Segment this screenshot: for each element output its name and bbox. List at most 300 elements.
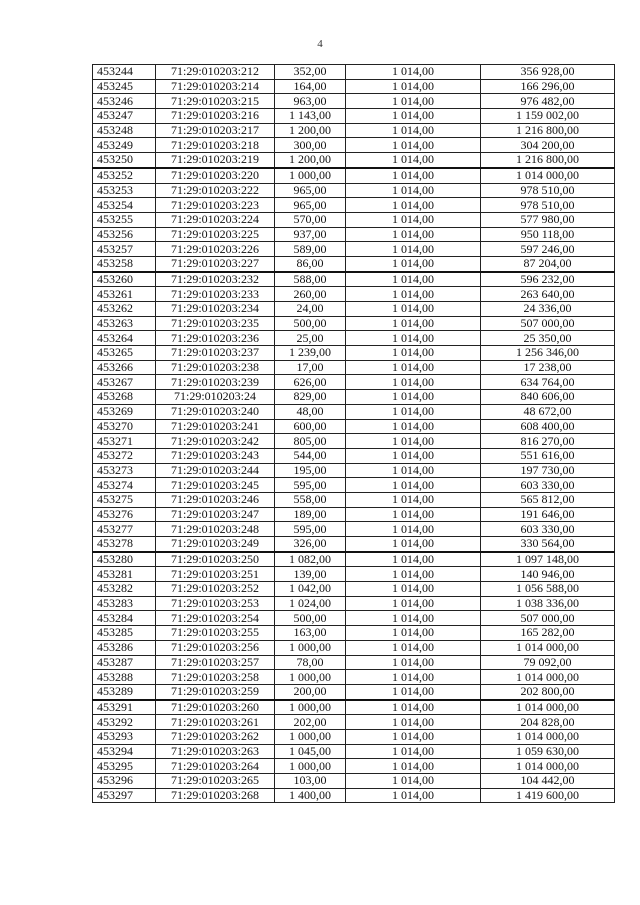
row-id-cell: 453277 (93, 522, 156, 537)
row-id-cell: 453285 (93, 626, 156, 641)
rate-cell: 1 014,00 (346, 198, 481, 213)
total-cell: 603 330,00 (481, 522, 615, 537)
cadastral-number-cell: 71:29:010203:240 (156, 404, 275, 419)
total-cell: 978 510,00 (481, 183, 615, 198)
table-row (93, 212, 615, 227)
row-id-cell: 453283 (93, 596, 156, 611)
table-row (93, 287, 615, 302)
cadastral-number-cell: 71:29:010203:220 (156, 168, 275, 183)
table-row (93, 94, 615, 109)
cadastral-number-cell: 71:29:010203:259 (156, 684, 275, 699)
rate-cell: 1 014,00 (346, 94, 481, 109)
area-cell: 829,00 (275, 390, 346, 405)
area-cell: 1 000,00 (275, 759, 346, 774)
rate-cell: 1 014,00 (346, 655, 481, 670)
table-row (93, 227, 615, 242)
area-cell: 352,00 (275, 65, 346, 80)
row-id-cell: 453274 (93, 478, 156, 493)
rate-cell: 1 014,00 (346, 596, 481, 611)
table-row (93, 729, 615, 744)
area-cell: 570,00 (275, 212, 346, 227)
rate-cell: 1 014,00 (346, 729, 481, 744)
total-cell: 507 000,00 (481, 316, 615, 331)
cadastral-number-cell: 71:29:010203:257 (156, 655, 275, 670)
area-cell: 965,00 (275, 198, 346, 213)
rate-cell: 1 014,00 (346, 759, 481, 774)
area-cell: 1 000,00 (275, 700, 346, 715)
table-row (93, 346, 615, 361)
rate-cell: 1 014,00 (346, 478, 481, 493)
area-cell: 1 143,00 (275, 109, 346, 124)
row-id-cell: 453257 (93, 242, 156, 257)
rate-cell: 1 014,00 (346, 360, 481, 375)
total-cell: 25 350,00 (481, 331, 615, 346)
cadastral-number-cell: 71:29:010203:236 (156, 331, 275, 346)
rate-cell: 1 014,00 (346, 287, 481, 302)
area-cell: 1 045,00 (275, 744, 346, 759)
area-cell: 963,00 (275, 94, 346, 109)
table-row (93, 153, 615, 168)
total-cell: 1 014 000,00 (481, 700, 615, 715)
row-id-cell: 453245 (93, 79, 156, 94)
row-id-cell: 453293 (93, 729, 156, 744)
table-row (93, 316, 615, 331)
cadastral-number-cell: 71:29:010203:264 (156, 759, 275, 774)
rate-cell: 1 014,00 (346, 316, 481, 331)
total-cell: 202 800,00 (481, 684, 615, 699)
rate-cell: 1 014,00 (346, 168, 481, 183)
row-id-cell: 453276 (93, 507, 156, 522)
row-id-cell: 453264 (93, 331, 156, 346)
total-cell: 24 336,00 (481, 302, 615, 317)
table-row (93, 109, 615, 124)
row-id-cell: 453269 (93, 404, 156, 419)
rate-cell: 1 014,00 (346, 684, 481, 699)
row-id-cell: 453294 (93, 744, 156, 759)
total-cell: 565 812,00 (481, 492, 615, 507)
cadastral-number-cell: 71:29:010203:248 (156, 522, 275, 537)
area-cell: 805,00 (275, 434, 346, 449)
cadastral-number-cell: 71:29:010203:223 (156, 198, 275, 213)
rate-cell: 1 014,00 (346, 138, 481, 153)
area-cell: 595,00 (275, 478, 346, 493)
rate-cell: 1 014,00 (346, 448, 481, 463)
row-id-cell: 453254 (93, 198, 156, 213)
row-id-cell: 453253 (93, 183, 156, 198)
row-id-cell: 453297 (93, 788, 156, 803)
total-cell: 79 092,00 (481, 655, 615, 670)
row-id-cell: 453270 (93, 419, 156, 434)
area-cell: 24,00 (275, 302, 346, 317)
row-id-cell: 453287 (93, 655, 156, 670)
cadastral-number-cell: 71:29:010203:251 (156, 567, 275, 582)
rate-cell: 1 014,00 (346, 507, 481, 522)
total-cell: 816 270,00 (481, 434, 615, 449)
row-id-cell: 453248 (93, 123, 156, 138)
table-row (93, 522, 615, 537)
row-id-cell: 453284 (93, 611, 156, 626)
table-row (93, 774, 615, 789)
area-cell: 626,00 (275, 375, 346, 390)
rate-cell: 1 014,00 (346, 640, 481, 655)
total-cell: 330 564,00 (481, 537, 615, 552)
total-cell: 17 238,00 (481, 360, 615, 375)
cadastral-number-cell: 71:29:010203:268 (156, 788, 275, 803)
table-row (93, 404, 615, 419)
total-cell: 1 097 148,00 (481, 552, 615, 567)
row-id-cell: 453265 (93, 346, 156, 361)
area-cell: 600,00 (275, 419, 346, 434)
row-id-cell: 453250 (93, 153, 156, 168)
rate-cell: 1 014,00 (346, 463, 481, 478)
area-cell: 937,00 (275, 227, 346, 242)
cadastral-number-cell: 71:29:010203:262 (156, 729, 275, 744)
total-cell: 577 980,00 (481, 212, 615, 227)
cadastral-number-cell: 71:29:010203:244 (156, 463, 275, 478)
table-row (93, 759, 615, 774)
total-cell: 1 014 000,00 (481, 640, 615, 655)
total-cell: 1 059 630,00 (481, 744, 615, 759)
cadastral-number-cell: 71:29:010203:250 (156, 552, 275, 567)
rate-cell: 1 014,00 (346, 537, 481, 552)
rate-cell: 1 014,00 (346, 744, 481, 759)
rate-cell: 1 014,00 (346, 715, 481, 730)
cadastral-number-cell: 71:29:010203:212 (156, 65, 275, 80)
cadastral-number-cell: 71:29:010203:234 (156, 302, 275, 317)
table-row (93, 183, 615, 198)
cadastral-number-cell: 71:29:010203:263 (156, 744, 275, 759)
row-id-cell: 453246 (93, 94, 156, 109)
table-body (93, 65, 615, 803)
cadastral-number-cell: 71:29:010203:24 (156, 390, 275, 405)
table-row (93, 626, 615, 641)
total-cell: 191 646,00 (481, 507, 615, 522)
total-cell: 950 118,00 (481, 227, 615, 242)
area-cell: 195,00 (275, 463, 346, 478)
rate-cell: 1 014,00 (346, 567, 481, 582)
area-cell: 1 082,00 (275, 552, 346, 567)
table-row (93, 640, 615, 655)
cadastral-table (92, 64, 615, 803)
area-cell: 17,00 (275, 360, 346, 375)
table-row (93, 715, 615, 730)
table-row (93, 463, 615, 478)
rate-cell: 1 014,00 (346, 700, 481, 715)
cadastral-number-cell: 71:29:010203:224 (156, 212, 275, 227)
cadastral-number-cell: 71:29:010203:237 (156, 346, 275, 361)
cadastral-number-cell: 71:29:010203:258 (156, 670, 275, 685)
rate-cell: 1 014,00 (346, 774, 481, 789)
row-id-cell: 453278 (93, 537, 156, 552)
table-row (93, 582, 615, 597)
rate-cell: 1 014,00 (346, 419, 481, 434)
cadastral-number-cell: 71:29:010203:249 (156, 537, 275, 552)
total-cell: 608 400,00 (481, 419, 615, 434)
area-cell: 500,00 (275, 611, 346, 626)
cadastral-number-cell: 71:29:010203:246 (156, 492, 275, 507)
row-id-cell: 453258 (93, 256, 156, 271)
table-row (93, 788, 615, 803)
total-cell: 104 442,00 (481, 774, 615, 789)
total-cell: 1 216 800,00 (481, 123, 615, 138)
table-row (93, 198, 615, 213)
cadastral-number-cell: 71:29:010203:255 (156, 626, 275, 641)
row-id-cell: 453249 (93, 138, 156, 153)
row-id-cell: 453262 (93, 302, 156, 317)
row-id-cell: 453244 (93, 65, 156, 80)
rate-cell: 1 014,00 (346, 65, 481, 80)
total-cell: 507 000,00 (481, 611, 615, 626)
cadastral-number-cell: 71:29:010203:256 (156, 640, 275, 655)
rate-cell: 1 014,00 (346, 611, 481, 626)
area-cell: 1 024,00 (275, 596, 346, 611)
area-cell: 300,00 (275, 138, 346, 153)
cadastral-number-cell: 71:29:010203:252 (156, 582, 275, 597)
total-cell: 1 014 000,00 (481, 759, 615, 774)
cadastral-number-cell: 71:29:010203:265 (156, 774, 275, 789)
rate-cell: 1 014,00 (346, 346, 481, 361)
table-row (93, 655, 615, 670)
area-cell: 1 042,00 (275, 582, 346, 597)
cadastral-number-cell: 71:29:010203:254 (156, 611, 275, 626)
area-cell: 558,00 (275, 492, 346, 507)
table-row (93, 670, 615, 685)
area-cell: 544,00 (275, 448, 346, 463)
table-row (93, 375, 615, 390)
total-cell: 204 828,00 (481, 715, 615, 730)
table-row (93, 138, 615, 153)
area-cell: 1 400,00 (275, 788, 346, 803)
rate-cell: 1 014,00 (346, 302, 481, 317)
rate-cell: 1 014,00 (346, 390, 481, 405)
row-id-cell: 453268 (93, 390, 156, 405)
cadastral-number-cell: 71:29:010203:215 (156, 94, 275, 109)
row-id-cell: 453267 (93, 375, 156, 390)
cadastral-number-cell: 71:29:010203:260 (156, 700, 275, 715)
row-id-cell: 453271 (93, 434, 156, 449)
area-cell: 1 200,00 (275, 153, 346, 168)
rate-cell: 1 014,00 (346, 375, 481, 390)
table-row (93, 302, 615, 317)
row-id-cell: 453296 (93, 774, 156, 789)
row-id-cell: 453260 (93, 272, 156, 287)
row-id-cell: 453291 (93, 700, 156, 715)
total-cell: 976 482,00 (481, 94, 615, 109)
total-cell: 603 330,00 (481, 478, 615, 493)
table-row (93, 419, 615, 434)
rate-cell: 1 014,00 (346, 212, 481, 227)
area-cell: 1 200,00 (275, 123, 346, 138)
cadastral-number-cell: 71:29:010203:222 (156, 183, 275, 198)
table-row (93, 79, 615, 94)
total-cell: 197 730,00 (481, 463, 615, 478)
area-cell: 595,00 (275, 522, 346, 537)
rate-cell: 1 014,00 (346, 670, 481, 685)
total-cell: 263 640,00 (481, 287, 615, 302)
total-cell: 634 764,00 (481, 375, 615, 390)
cadastral-number-cell: 71:29:010203:243 (156, 448, 275, 463)
rate-cell: 1 014,00 (346, 626, 481, 641)
area-cell: 588,00 (275, 272, 346, 287)
rate-cell: 1 014,00 (346, 404, 481, 419)
row-id-cell: 453295 (93, 759, 156, 774)
row-id-cell: 453261 (93, 287, 156, 302)
table-row (93, 331, 615, 346)
rate-cell: 1 014,00 (346, 434, 481, 449)
row-id-cell: 453266 (93, 360, 156, 375)
row-id-cell: 453292 (93, 715, 156, 730)
cadastral-number-cell: 71:29:010203:226 (156, 242, 275, 257)
total-cell: 1 014 000,00 (481, 670, 615, 685)
row-id-cell: 453247 (93, 109, 156, 124)
cadastral-number-cell: 71:29:010203:214 (156, 79, 275, 94)
area-cell: 500,00 (275, 316, 346, 331)
page-number: 4 (317, 38, 323, 50)
area-cell: 103,00 (275, 774, 346, 789)
table-row (93, 744, 615, 759)
cadastral-number-cell: 71:29:010203:232 (156, 272, 275, 287)
total-cell: 597 246,00 (481, 242, 615, 257)
area-cell: 589,00 (275, 242, 346, 257)
total-cell: 1 014 000,00 (481, 729, 615, 744)
cadastral-number-cell: 71:29:010203:261 (156, 715, 275, 730)
row-id-cell: 453252 (93, 168, 156, 183)
rate-cell: 1 014,00 (346, 109, 481, 124)
area-cell: 326,00 (275, 537, 346, 552)
total-cell: 1 038 336,00 (481, 596, 615, 611)
area-cell: 163,00 (275, 626, 346, 641)
area-cell: 202,00 (275, 715, 346, 730)
row-id-cell: 453255 (93, 212, 156, 227)
row-id-cell: 453256 (93, 227, 156, 242)
area-cell: 200,00 (275, 684, 346, 699)
row-id-cell: 453263 (93, 316, 156, 331)
table-row (93, 390, 615, 405)
total-cell: 840 606,00 (481, 390, 615, 405)
row-id-cell: 453273 (93, 463, 156, 478)
total-cell: 1 419 600,00 (481, 788, 615, 803)
cadastral-number-cell: 71:29:010203:239 (156, 375, 275, 390)
table-row (93, 596, 615, 611)
rate-cell: 1 014,00 (346, 123, 481, 138)
total-cell: 1 056 588,00 (481, 582, 615, 597)
table-row (93, 684, 615, 699)
row-id-cell: 453289 (93, 684, 156, 699)
table-row (93, 448, 615, 463)
area-cell: 1 000,00 (275, 640, 346, 655)
area-cell: 86,00 (275, 256, 346, 271)
row-id-cell: 453275 (93, 492, 156, 507)
rate-cell: 1 014,00 (346, 153, 481, 168)
table-row (93, 256, 615, 271)
rate-cell: 1 014,00 (346, 552, 481, 567)
total-cell: 1 216 800,00 (481, 153, 615, 168)
cadastral-number-cell: 71:29:010203:227 (156, 256, 275, 271)
rate-cell: 1 014,00 (346, 227, 481, 242)
cadastral-number-cell: 71:29:010203:233 (156, 287, 275, 302)
row-id-cell: 453286 (93, 640, 156, 655)
area-cell: 164,00 (275, 79, 346, 94)
rate-cell: 1 014,00 (346, 331, 481, 346)
total-cell: 1 014 000,00 (481, 168, 615, 183)
table-row (93, 242, 615, 257)
cadastral-number-cell: 71:29:010203:247 (156, 507, 275, 522)
table-row (93, 168, 615, 183)
cadastral-number-cell: 71:29:010203:241 (156, 419, 275, 434)
rate-cell: 1 014,00 (346, 256, 481, 271)
row-id-cell: 453280 (93, 552, 156, 567)
cadastral-number-cell: 71:29:010203:216 (156, 109, 275, 124)
total-cell: 596 232,00 (481, 272, 615, 287)
total-cell: 1 256 346,00 (481, 346, 615, 361)
cadastral-number-cell: 71:29:010203:253 (156, 596, 275, 611)
rate-cell: 1 014,00 (346, 522, 481, 537)
cadastral-number-cell: 71:29:010203:225 (156, 227, 275, 242)
table-row (93, 360, 615, 375)
area-cell: 1 239,00 (275, 346, 346, 361)
table-row (93, 492, 615, 507)
cadastral-number-cell: 71:29:010203:238 (156, 360, 275, 375)
table-row (93, 567, 615, 582)
area-cell: 189,00 (275, 507, 346, 522)
total-cell: 551 616,00 (481, 448, 615, 463)
row-id-cell: 453288 (93, 670, 156, 685)
total-cell: 978 510,00 (481, 198, 615, 213)
table-row (93, 507, 615, 522)
table-row (93, 700, 615, 715)
table-row (93, 611, 615, 626)
area-cell: 25,00 (275, 331, 346, 346)
area-cell: 965,00 (275, 183, 346, 198)
cadastral-number-cell: 71:29:010203:245 (156, 478, 275, 493)
table-row (93, 65, 615, 80)
total-cell: 140 946,00 (481, 567, 615, 582)
rate-cell: 1 014,00 (346, 242, 481, 257)
rate-cell: 1 014,00 (346, 79, 481, 94)
rate-cell: 1 014,00 (346, 582, 481, 597)
area-cell: 48,00 (275, 404, 346, 419)
cadastral-number-cell: 71:29:010203:217 (156, 123, 275, 138)
rate-cell: 1 014,00 (346, 788, 481, 803)
rate-cell: 1 014,00 (346, 492, 481, 507)
total-cell: 166 296,00 (481, 79, 615, 94)
area-cell: 78,00 (275, 655, 346, 670)
total-cell: 1 159 002,00 (481, 109, 615, 124)
row-id-cell: 453272 (93, 448, 156, 463)
total-cell: 87 204,00 (481, 256, 615, 271)
total-cell: 356 928,00 (481, 65, 615, 80)
rate-cell: 1 014,00 (346, 183, 481, 198)
table-row (93, 552, 615, 567)
row-id-cell: 453282 (93, 582, 156, 597)
total-cell: 165 282,00 (481, 626, 615, 641)
row-id-cell: 453281 (93, 567, 156, 582)
table-row (93, 537, 615, 552)
cadastral-number-cell: 71:29:010203:235 (156, 316, 275, 331)
cadastral-number-cell: 71:29:010203:242 (156, 434, 275, 449)
cadastral-number-cell: 71:29:010203:218 (156, 138, 275, 153)
table-row (93, 272, 615, 287)
cadastral-number-cell: 71:29:010203:219 (156, 153, 275, 168)
table-row (93, 478, 615, 493)
area-cell: 1 000,00 (275, 729, 346, 744)
area-cell: 1 000,00 (275, 168, 346, 183)
area-cell: 1 000,00 (275, 670, 346, 685)
area-cell: 139,00 (275, 567, 346, 582)
table-row (93, 434, 615, 449)
area-cell: 260,00 (275, 287, 346, 302)
total-cell: 304 200,00 (481, 138, 615, 153)
